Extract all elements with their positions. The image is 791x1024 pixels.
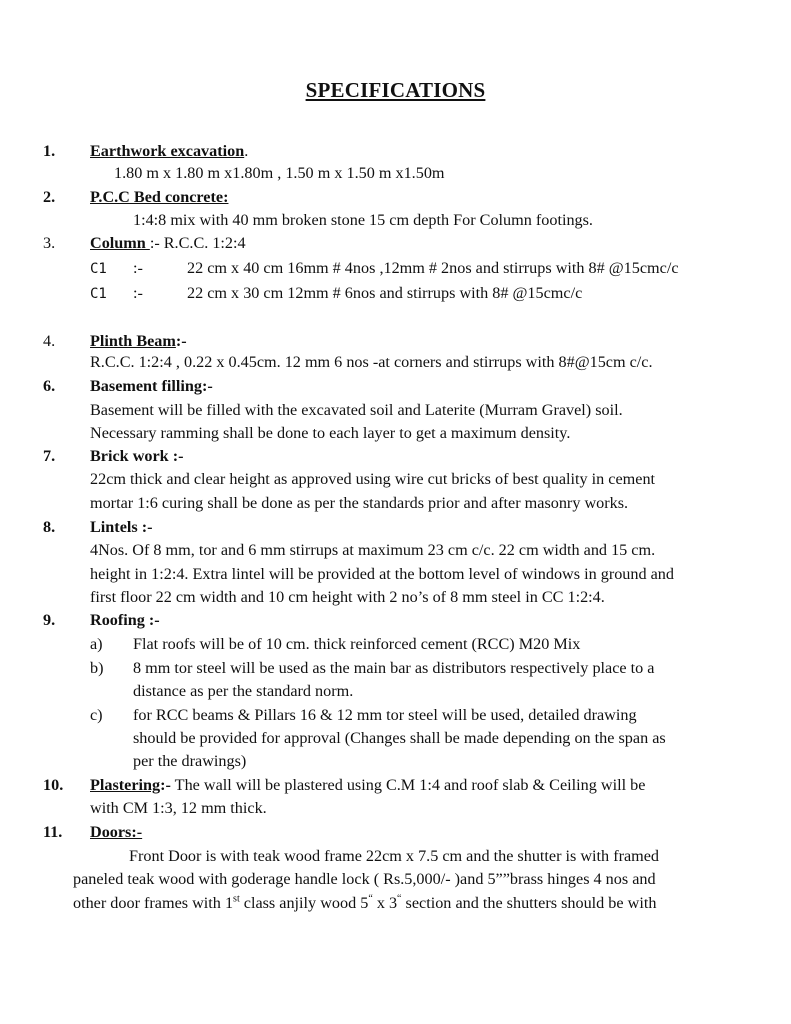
section-number: 10. xyxy=(43,776,64,794)
heading-body: The wall will be plastered using C.M 1:4 and roof slab & Ceiling will be xyxy=(170,776,646,794)
text-run: class anjily wood 5 xyxy=(239,894,369,912)
heading-text: Plastering xyxy=(90,776,161,794)
section-heading: Doors:- xyxy=(90,823,143,841)
list-item: should be provided for approval (Changes shall be made depending on the span as xyxy=(133,729,666,747)
heading-text: Earthwork excavation xyxy=(90,142,245,160)
section-number: 3. xyxy=(43,234,56,252)
page-title: SPECIFICATIONS xyxy=(305,78,486,102)
section-body xyxy=(73,893,656,914)
section-body: R.C.C. 1:2:4 , 0.22 x 0.45cm. 12 mm 6 nos -at corners and stirrups with 8#@15cm c/c. xyxy=(90,353,653,371)
text-run: section and the shutters should be with xyxy=(401,894,657,912)
section-heading xyxy=(90,141,248,162)
column-code: C1 xyxy=(90,261,107,277)
section-body: 22cm thick and clear height as approved using wire cut bricks of best quality in cement xyxy=(90,470,656,488)
column-sep: :- xyxy=(133,284,143,302)
section-number: 8. xyxy=(43,518,56,536)
section-heading xyxy=(90,331,187,352)
section-body: mortar 1:6 curing shall be done as per the standards prior and after masonry works. xyxy=(90,494,629,512)
section-body: paneled teak wood with goderage handle lock ( Rs.5,000/- )and 5””brass hinges 4 nos and xyxy=(73,870,656,888)
section-body: Basement will be filled with the excavated soil and Laterite (Murram Gravel) soil. xyxy=(90,401,623,419)
section-number: 6. xyxy=(43,377,56,395)
column-row xyxy=(90,283,107,305)
list-item: Flat roofs will be of 10 cm. thick reinforced cement (RCC) M20 Mix xyxy=(133,635,581,653)
superscript: “ xyxy=(397,893,402,905)
section-number: 9. xyxy=(43,611,56,629)
section-heading: P.C.C Bed concrete: xyxy=(90,188,229,206)
column-code: C1 xyxy=(90,286,107,302)
section-number: 7. xyxy=(43,447,56,465)
list-label: b) xyxy=(90,659,104,677)
text-run: x 3 xyxy=(372,894,398,912)
section-body: with CM 1:3, 12 mm thick. xyxy=(90,799,267,817)
section-number: 2. xyxy=(43,188,56,206)
column-row xyxy=(90,258,107,280)
section-number: 11. xyxy=(43,823,63,841)
heading-tail: . xyxy=(244,142,249,160)
text-run: other door frames with 1 xyxy=(73,894,234,912)
section-heading: Basement filling:- xyxy=(90,377,213,395)
section-body: 1:4:8 mix with 40 mm broken stone 15 cm depth For Column footings. xyxy=(133,211,593,229)
section-number: 4. xyxy=(43,332,56,350)
section-body: 1.80 m x 1.80 m x1.80m , 1.50 m x 1.50 m x1.50m xyxy=(114,164,445,182)
section-body: 4Nos. Of 8 mm, tor and 6 mm stirrups at maximum 23 cm c/c. 22 cm width and 15 cm. xyxy=(90,541,656,559)
heading-tail: :- xyxy=(175,332,187,350)
section-body: height in 1:2:4. Extra lintel will be provided at the bottom level of windows in ground and xyxy=(90,565,674,583)
section-heading: Roofing :- xyxy=(90,611,160,629)
heading-text: Plinth Beam xyxy=(90,332,176,350)
heading-tail: :- R.C.C. 1:2:4 xyxy=(149,234,246,252)
heading-text: Column xyxy=(90,234,150,252)
superscript: st xyxy=(233,893,240,905)
column-spec: 22 cm x 30 cm 12mm # 6nos and stirrups with 8# @15cmc/c xyxy=(187,284,583,302)
list-item: per the drawings) xyxy=(133,752,247,770)
heading-tail: :- xyxy=(160,776,171,794)
section-heading: Brick work :- xyxy=(90,447,184,465)
section-body: Front Door is with teak wood frame 22cm x 7.5 cm and the shutter is with framed xyxy=(129,847,660,865)
section-heading xyxy=(90,775,645,796)
list-label: c) xyxy=(90,706,103,724)
section-heading: Lintels :- xyxy=(90,518,153,536)
section-body: Necessary ramming shall be done to each layer to get a maximum density. xyxy=(90,424,571,442)
section-number: 1. xyxy=(43,142,56,160)
column-spec: 22 cm x 40 cm 16mm # 4nos ,12mm # 2nos and stirrups with 8# @15cmc/c xyxy=(187,259,679,277)
list-item: distance as per the standard norm. xyxy=(133,682,354,700)
section-body: first floor 22 cm width and 10 cm height with 2 no’s of 8 mm steel in CC 1:2:4. xyxy=(90,588,605,606)
column-sep: :- xyxy=(133,259,143,277)
list-item: for RCC beams & Pillars 16 & 12 mm tor steel will be used, detailed drawing xyxy=(133,706,637,724)
superscript: “ xyxy=(368,893,373,905)
list-item: 8 mm tor steel will be used as the main bar as distributors respectively place to a xyxy=(133,659,655,677)
list-label: a) xyxy=(90,635,103,653)
section-heading xyxy=(90,233,246,254)
